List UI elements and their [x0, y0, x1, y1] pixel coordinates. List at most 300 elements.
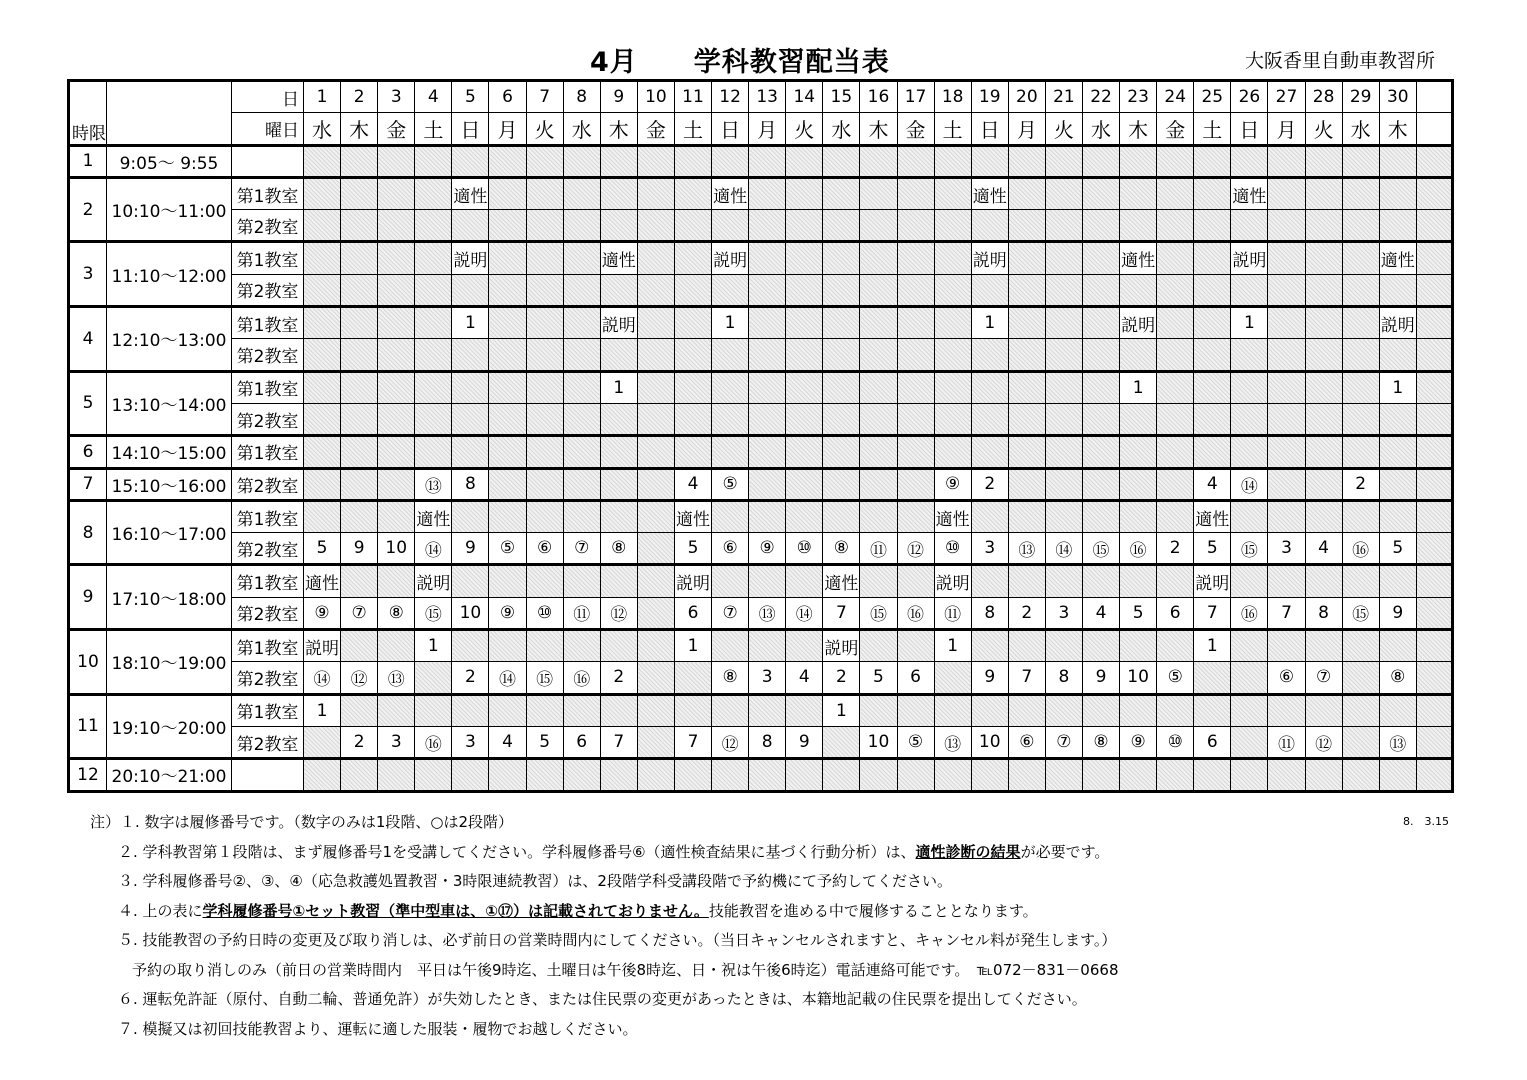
schedule-cell: ⑩ [526, 597, 563, 629]
schedule-cell [1379, 436, 1416, 468]
schedule-cell [1120, 177, 1157, 209]
schedule-cell [452, 759, 489, 791]
schedule-cell [1008, 468, 1045, 500]
note-4-text: ４. 上の表に [118, 901, 203, 920]
schedule-cell: ⑭ [415, 533, 452, 565]
schedule-cell: 10 [971, 726, 1008, 758]
schedule-cell: 適性 [1194, 500, 1231, 532]
schedule-cell [1045, 242, 1082, 274]
schedule-cell [823, 371, 860, 403]
extra-cell [1416, 274, 1452, 306]
schedule-cell [1342, 177, 1379, 209]
schedule-cell [563, 274, 600, 306]
schedule-cell [1157, 694, 1194, 726]
schedule-cell [637, 242, 674, 274]
schedule-cell [934, 145, 971, 177]
schedule-cell [1268, 694, 1305, 726]
schedule-cell [637, 307, 674, 339]
schedule-cell: ⑫ [341, 662, 378, 694]
note-2 [90, 838, 1450, 868]
schedule-cell [304, 145, 341, 177]
schedule-cell [526, 242, 563, 274]
schedule-cell [860, 145, 897, 177]
schedule-cell [712, 339, 749, 371]
period-number: 10 [69, 630, 107, 695]
schedule-cell [786, 274, 823, 306]
schedule-cell [1045, 468, 1082, 500]
schedule-cell [786, 403, 823, 435]
day-number: 1 [304, 81, 341, 113]
schedule-cell [637, 145, 674, 177]
period-number: 6 [69, 436, 107, 468]
schedule-cell [378, 759, 415, 791]
schedule-cell [637, 339, 674, 371]
note-6: ６. 運転免許証（原付、自動二輪、普通免許）が失効したとき、または住民票の変更があったときは、本籍地記載の住民票を提出してください。 [118, 990, 1087, 1008]
period-row [69, 694, 1453, 726]
extra-cell [1416, 436, 1452, 468]
schedule-cell [1342, 500, 1379, 532]
period-row [69, 242, 1453, 274]
period-column-header: 時限 [69, 81, 107, 146]
schedule-cell [526, 694, 563, 726]
period-time: 15:10～16:00 [107, 468, 232, 500]
weekday: 火 [1045, 113, 1082, 145]
schedule-cell [1194, 274, 1231, 306]
schedule-cell [1231, 759, 1268, 791]
schedule-cell [1194, 403, 1231, 435]
classroom-label [232, 145, 304, 177]
schedule-cell [1268, 759, 1305, 791]
schedule-cell: ⑥ [1008, 726, 1045, 758]
schedule-cell [1120, 403, 1157, 435]
schedule-cell: 5 [1194, 533, 1231, 565]
schedule-cell: 3 [749, 662, 786, 694]
schedule-cell [1342, 210, 1379, 242]
schedule-cell: 適性 [452, 177, 489, 209]
schedule-cell [712, 694, 749, 726]
schedule-cell [1305, 403, 1342, 435]
weekday: 金 [1157, 113, 1194, 145]
schedule-cell [1268, 630, 1305, 662]
schedule-cell [934, 339, 971, 371]
schedule-cell [563, 371, 600, 403]
schedule-cell [637, 274, 674, 306]
schedule-cell [1268, 242, 1305, 274]
schedule-cell [897, 371, 934, 403]
schedule-cell: ⑧ [712, 662, 749, 694]
schedule-cell [1305, 630, 1342, 662]
schedule-cell [304, 436, 341, 468]
period-row [69, 210, 1453, 242]
schedule-cell: ⑧ [600, 533, 637, 565]
schedule-cell: 7 [1194, 597, 1231, 629]
schedule-cell [637, 177, 674, 209]
schedule-cell [1342, 726, 1379, 758]
schedule-cell [489, 371, 526, 403]
schedule-cell [452, 371, 489, 403]
day-number: 25 [1194, 81, 1231, 113]
schedule-cell [1342, 436, 1379, 468]
schedule-cell [1342, 307, 1379, 339]
period-row [69, 500, 1453, 532]
day-number: 6 [489, 81, 526, 113]
schedule-cell [378, 307, 415, 339]
classroom-label: 第1教室 [232, 500, 304, 532]
schedule-cell [1379, 694, 1416, 726]
schedule-cell [749, 436, 786, 468]
schedule-cell [563, 145, 600, 177]
schedule-cell [1268, 145, 1305, 177]
schedule-cell [971, 500, 1008, 532]
schedule-cell [341, 565, 378, 597]
schedule-cell [489, 565, 526, 597]
schedule-cell [1379, 274, 1416, 306]
day-label: 日 [232, 81, 304, 113]
day-number: 4 [415, 81, 452, 113]
schedule-cell: ⑯ [1120, 533, 1157, 565]
period-time: 9:05～ 9:55 [107, 145, 232, 177]
schedule-cell: 2 [971, 468, 1008, 500]
schedule-cell [526, 177, 563, 209]
schedule-cell: ⑬ [749, 597, 786, 629]
schedule-cell [1268, 274, 1305, 306]
schedule-cell: ⑩ [786, 533, 823, 565]
period-time: 16:10～17:00 [107, 500, 232, 565]
period-row [69, 759, 1453, 791]
schedule-cell [341, 145, 378, 177]
extra-cell [1416, 307, 1452, 339]
schedule-cell [415, 759, 452, 791]
period-row [69, 177, 1453, 209]
schedule-cell [786, 371, 823, 403]
schedule-cell [823, 339, 860, 371]
schedule-cell [1342, 242, 1379, 274]
schedule-cell [563, 177, 600, 209]
schedule-cell [526, 436, 563, 468]
schedule-cell: ⑦ [1045, 726, 1082, 758]
schedule-cell: 1 [823, 694, 860, 726]
schedule-cell [1268, 177, 1305, 209]
schedule-cell [749, 339, 786, 371]
day-number-row [69, 81, 1453, 113]
schedule-cell [563, 242, 600, 274]
schedule-cell [897, 145, 934, 177]
schedule-cell [526, 630, 563, 662]
schedule-cell [1231, 403, 1268, 435]
weekday-label: 曜日 [232, 113, 304, 145]
schedule-cell [1379, 565, 1416, 597]
schedule-cell [378, 177, 415, 209]
schedule-cell [934, 662, 971, 694]
schedule-cell [1082, 177, 1119, 209]
schedule-cell [1045, 145, 1082, 177]
schedule-cell [860, 274, 897, 306]
schedule-cell [674, 371, 711, 403]
schedule-cell [600, 145, 637, 177]
schedule-cell [1082, 500, 1119, 532]
schedule-cell: 説明 [1120, 307, 1157, 339]
schedule-cell [749, 145, 786, 177]
schedule-cell: 2 [600, 662, 637, 694]
schedule-cell [600, 274, 637, 306]
schedule-cell [452, 274, 489, 306]
schedule-cell [378, 242, 415, 274]
schedule-cell [1008, 694, 1045, 726]
period-number: 2 [69, 177, 107, 242]
weekday: 日 [712, 113, 749, 145]
schedule-cell: 1 [415, 630, 452, 662]
schedule-cell: ⑯ [897, 597, 934, 629]
schedule-cell [1120, 274, 1157, 306]
schedule-cell [1194, 307, 1231, 339]
schedule-cell [304, 500, 341, 532]
schedule-cell [1008, 242, 1045, 274]
day-number: 26 [1231, 81, 1268, 113]
schedule-cell [489, 339, 526, 371]
schedule-cell: 1 [452, 307, 489, 339]
schedule-cell [1379, 759, 1416, 791]
schedule-cell [1045, 630, 1082, 662]
schedule-cell [1379, 403, 1416, 435]
schedule-cell [1342, 371, 1379, 403]
schedule-cell: 7 [823, 597, 860, 629]
note-1: 注）１. 数字は履修番号です。（数字のみは1段階、○は2段階） [90, 813, 514, 831]
schedule-cell [378, 630, 415, 662]
schedule-cell [934, 371, 971, 403]
weekday: 水 [304, 113, 341, 145]
schedule-cell [1082, 759, 1119, 791]
schedule-cell [489, 403, 526, 435]
schedule-cell [415, 210, 452, 242]
period-number: 5 [69, 371, 107, 436]
schedule-cell: 2 [1008, 597, 1045, 629]
period-number: 1 [69, 145, 107, 177]
schedule-cell [1379, 630, 1416, 662]
schedule-cell [1342, 339, 1379, 371]
schedule-cell: 説明 [600, 307, 637, 339]
schedule-cell: ⑭ [1231, 468, 1268, 500]
schedule-cell: ⑮ [415, 597, 452, 629]
classroom-label: 第2教室 [232, 533, 304, 565]
schedule-cell: 3 [1045, 597, 1082, 629]
weekday: 水 [1082, 113, 1119, 145]
schedule-cell: ⑨ [749, 533, 786, 565]
schedule-cell [1231, 694, 1268, 726]
schedule-cell [860, 630, 897, 662]
schedule-cell [563, 210, 600, 242]
schedule-cell [341, 307, 378, 339]
day-number: 22 [1082, 81, 1119, 113]
schedule-cell [1045, 371, 1082, 403]
day-number: 23 [1120, 81, 1157, 113]
schedule-cell [971, 630, 1008, 662]
day-number: 28 [1305, 81, 1342, 113]
classroom-label: 第1教室 [232, 565, 304, 597]
period-number: 8 [69, 500, 107, 565]
schedule-cell [749, 210, 786, 242]
schedule-cell: 7 [1268, 597, 1305, 629]
schedule-cell: 5 [304, 533, 341, 565]
weekday: 月 [1268, 113, 1305, 145]
schedule-cell [712, 759, 749, 791]
schedule-cell [786, 177, 823, 209]
schedule-cell [1008, 274, 1045, 306]
period-time: 14:10～15:00 [107, 436, 232, 468]
schedule-cell [1008, 145, 1045, 177]
schedule-cell [1045, 274, 1082, 306]
note-2-text-end: が必要です。 [1020, 842, 1110, 861]
schedule-cell [600, 339, 637, 371]
weekday: 土 [415, 113, 452, 145]
schedule-cell: 説明 [415, 565, 452, 597]
schedule-cell [563, 500, 600, 532]
schedule-cell [674, 759, 711, 791]
schedule-cell [415, 177, 452, 209]
schedule-cell [415, 436, 452, 468]
schedule-cell: 1 [1379, 371, 1416, 403]
schedule-cell [637, 630, 674, 662]
schedule-cell [304, 339, 341, 371]
schedule-cell [1194, 371, 1231, 403]
schedule-cell [1157, 307, 1194, 339]
schedule-cell [304, 371, 341, 403]
schedule-cell [489, 500, 526, 532]
weekday: 金 [378, 113, 415, 145]
schedule-cell: ⑦ [1305, 662, 1342, 694]
weekday: 木 [1120, 113, 1157, 145]
schedule-cell [1045, 565, 1082, 597]
schedule-cell [452, 210, 489, 242]
period-number: 11 [69, 694, 107, 759]
schedule-cell [1379, 500, 1416, 532]
schedule-cell: ⑤ [1157, 662, 1194, 694]
weekday: 水 [1342, 113, 1379, 145]
schedule-cell [378, 500, 415, 532]
schedule-cell [712, 565, 749, 597]
schedule-cell: 説明 [1379, 307, 1416, 339]
schedule-cell: 適性 [674, 500, 711, 532]
schedule-cell: ⑭ [304, 662, 341, 694]
schedule-cell [489, 468, 526, 500]
schedule-cell [860, 565, 897, 597]
schedule-cell [415, 371, 452, 403]
schedule-cell [526, 307, 563, 339]
schedule-cell: 9 [971, 662, 1008, 694]
schedule-cell [897, 630, 934, 662]
schedule-cell [1305, 274, 1342, 306]
schedule-cell [971, 339, 1008, 371]
weekday: 金 [897, 113, 934, 145]
day-number: 15 [823, 81, 860, 113]
schedule-cell [1268, 565, 1305, 597]
schedule-cell: ⑤ [897, 726, 934, 758]
weekday: 水 [823, 113, 860, 145]
schedule-cell: 9 [341, 533, 378, 565]
schedule-cell: ⑩ [1157, 726, 1194, 758]
schedule-cell [526, 145, 563, 177]
schedule-cell [304, 242, 341, 274]
schedule-cell [341, 468, 378, 500]
period-number: 12 [69, 759, 107, 791]
schedule-cell [823, 436, 860, 468]
schedule-cell: 4 [1082, 597, 1119, 629]
schedule-cell: ⑯ [1231, 597, 1268, 629]
schedule-cell [452, 436, 489, 468]
schedule-cell [1157, 468, 1194, 500]
schedule-cell [823, 242, 860, 274]
schedule-cell [378, 145, 415, 177]
note-3: ３. 学科履修番号②、③、④（応急救護処置教習・3時限連続教習）は、2段階学科受講段階で予約機にて予約してください。 [118, 872, 952, 890]
schedule-cell [489, 145, 526, 177]
schedule-cell: 適性 [971, 177, 1008, 209]
day-number: 10 [637, 81, 674, 113]
schedule-cell [1045, 759, 1082, 791]
note-2-text: ２. 学科教習第１段階は、まず履修番号1を受講してください。学科履修番号⑥（適性検査結果に基づく行動分析）は、 [118, 842, 916, 861]
schedule-cell [1268, 339, 1305, 371]
schedule-cell [600, 177, 637, 209]
schedule-cell [341, 339, 378, 371]
schedule-cell: 1 [304, 694, 341, 726]
schedule-cell [1082, 145, 1119, 177]
schedule-cell [1342, 403, 1379, 435]
note-4-text-end: 技能教習を進める中で履修することとなります。 [708, 901, 1038, 920]
schedule-cell [489, 274, 526, 306]
extra-cell [1416, 726, 1452, 758]
period-number: 9 [69, 565, 107, 630]
schedule-cell [786, 630, 823, 662]
schedule-cell: 適性 [600, 242, 637, 274]
schedule-cell [1194, 339, 1231, 371]
schedule-cell [1120, 210, 1157, 242]
schedule-cell [712, 371, 749, 403]
weekday: 日 [1231, 113, 1268, 145]
schedule-cell [934, 177, 971, 209]
schedule-cell [1157, 565, 1194, 597]
schedule-cell: 説明 [452, 242, 489, 274]
schedule-cell [786, 694, 823, 726]
schedule-cell [341, 694, 378, 726]
schedule-cell: 8 [1045, 662, 1082, 694]
schedule-cell [1008, 436, 1045, 468]
schedule-cell: ⑬ [1008, 533, 1045, 565]
period-row [69, 436, 1453, 468]
schedule-cell [637, 565, 674, 597]
schedule-cell [749, 565, 786, 597]
schedule-cell: ⑫ [897, 533, 934, 565]
schedule-cell [1305, 210, 1342, 242]
schedule-cell [823, 468, 860, 500]
day-number: 5 [452, 81, 489, 113]
schedule-cell [600, 565, 637, 597]
classroom-label: 第2教室 [232, 403, 304, 435]
period-time: 11:10～12:00 [107, 242, 232, 307]
schedule-cell [637, 436, 674, 468]
schedule-cell [1305, 759, 1342, 791]
schedule-cell: 3 [452, 726, 489, 758]
schedule-cell [1082, 371, 1119, 403]
schedule-cell [897, 274, 934, 306]
schedule-cell [1120, 468, 1157, 500]
schedule-cell [600, 500, 637, 532]
schedule-cell [378, 210, 415, 242]
schedule-cell [674, 339, 711, 371]
schedule-cell [860, 759, 897, 791]
extra-cell [1416, 630, 1452, 662]
schedule-cell [786, 759, 823, 791]
classroom-label: 第1教室 [232, 177, 304, 209]
weekday: 火 [526, 113, 563, 145]
weekday: 日 [971, 113, 1008, 145]
